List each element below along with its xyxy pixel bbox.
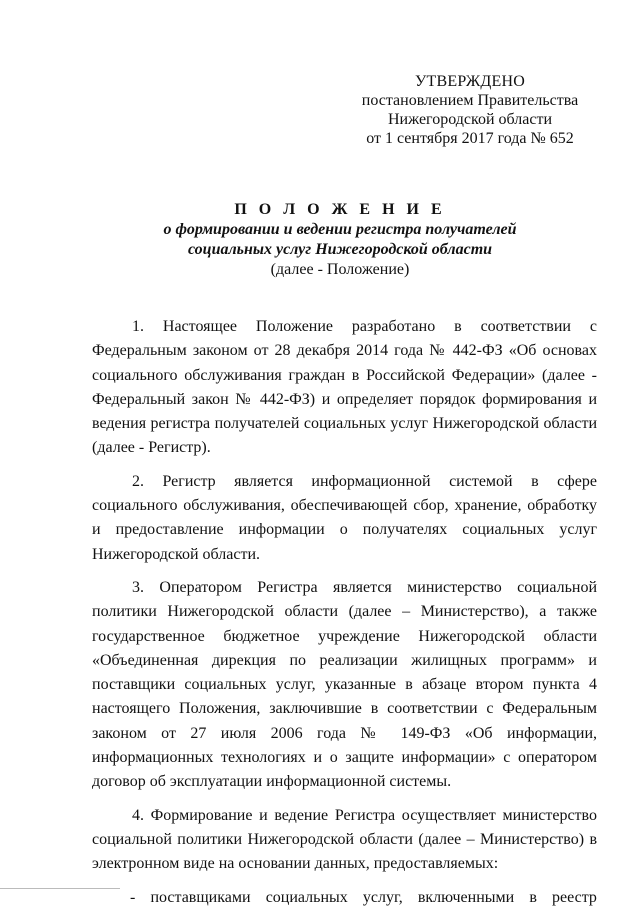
document-body	[92, 315, 597, 910]
document-title	[90, 200, 590, 280]
scan-edge-line	[0, 888, 120, 889]
approval-line-4: от 1 сентября 2017 года № 652	[366, 130, 574, 147]
list-item-dash	[92, 886, 597, 910]
approval-line-3: Нижегородской области	[387, 111, 552, 128]
approval-heading: УТВЕРЖДЕНО	[414, 73, 525, 90]
dash-word-2: социальных	[265, 888, 348, 906]
approval-stamp	[340, 72, 600, 148]
dash-word-4: включенными	[417, 888, 515, 906]
title-note: (далее - Положение)	[270, 261, 410, 278]
title-subtitle-1: о формировании и ведении регистра получателей	[163, 221, 517, 238]
dash-word-5: в	[529, 888, 537, 906]
dash-word-6: реестр	[552, 888, 597, 906]
title-subtitle-2: социальных услуг Нижегородской области	[187, 241, 493, 258]
paragraph-4: 4. Формирование и ведение Регистра осуществляет министерство социальной политики Нижегородской области (далее – Министерство) в электронном виде на основании данных, предоставляемых:	[92, 806, 597, 873]
paragraph-3: 3. Оператором Регистра является министерство социальной политики Нижегородской области (далее – Министерство), а также государственное бюджетное учреждение Нижегородской области «Объединенная дирекция по реализации жилищных программ» и поставщики социальных услуг, указанные в абзаце втором пункта 4 настоящего Положения, заключившие в соответствии с Федеральным законом от 27 июля 2006 года № 149-ФЗ «Об информации, информационных технологиях и о защите информации» с оператором договор об эксплуатации информационной системы.	[92, 578, 597, 791]
paragraph-1: 1. Настоящее Положение разработано в соответствии с Федеральным законом от 28 декабря 2014 года № 442-ФЗ «Об основах социального обслуживания граждан в Российской Федерации» (далее - Федеральный закон № 442-ФЗ) и определяет порядок формирования и ведения регистра получателей социальных услуг Нижегородской области (далее - Регистр).	[92, 318, 597, 457]
dash-word-1: поставщиками	[150, 888, 251, 906]
dash-marker: -	[130, 888, 136, 906]
dash-word-3: услуг,	[362, 888, 403, 906]
approval-line-2: постановлением Правительства	[361, 92, 579, 109]
paragraph-2: 2. Регистр является информационной системой в сфере социального обслуживания, обеспечивающей сбор, хранение, обработку и предоставление информации о получателях социальных услуг Нижегородской области.	[92, 472, 597, 563]
title-heading: П О Л О Ж Е Н И Е	[234, 201, 446, 218]
